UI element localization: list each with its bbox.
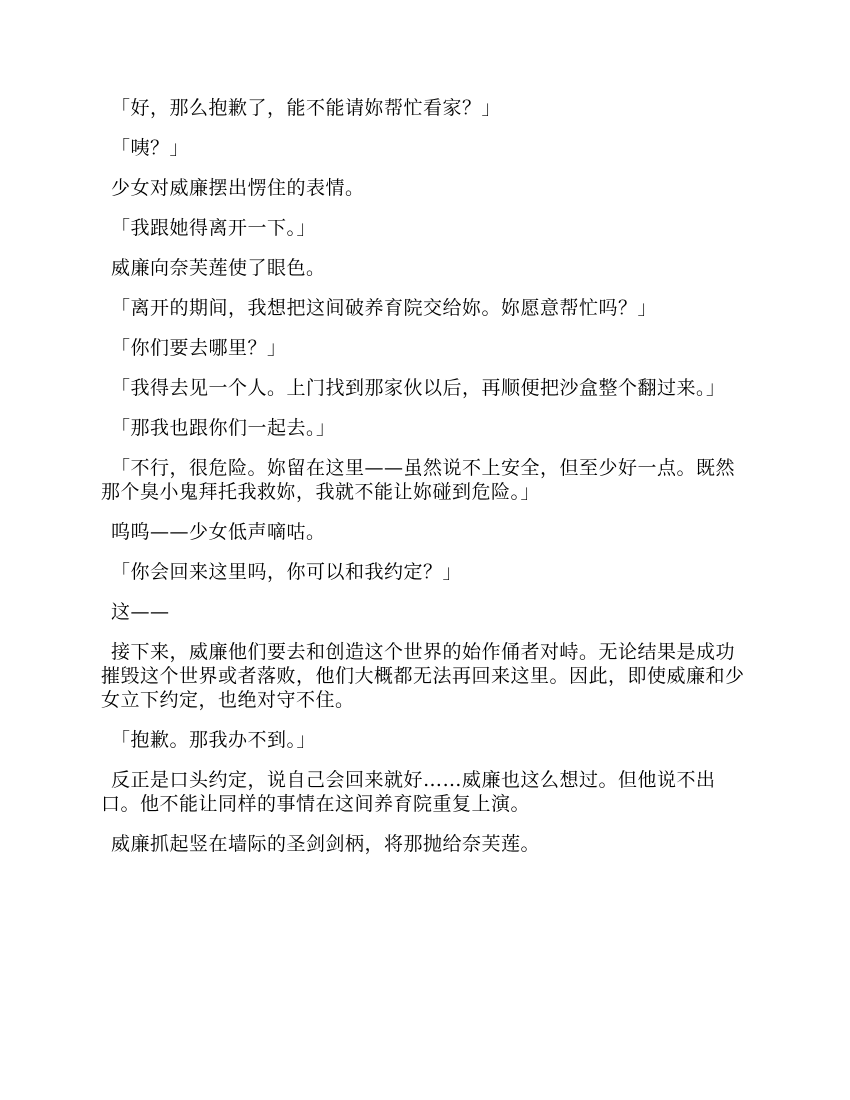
paragraph-6: 「离开的期间，我想把这间破养育院交给妳。妳愿意帮忙吗？」 (111, 297, 658, 319)
paragraph-16: 反正是口头约定，说自己会回来就好……威廉也这么想过。但他说不出口。他不能让同样的事情在这间养育院重复上演。 (101, 769, 716, 815)
paragraph-8: 「我得去见一个人。上门找到那家伙以后，再顺便把沙盒整个翻过来。」 (111, 377, 726, 399)
paragraph-9: 「那我也跟你们一起去。」 (111, 417, 336, 439)
paragraph-1: 「好，那么抱歉了，能不能请妳帮忙看家？」 (111, 97, 502, 119)
paragraph-14: 接下来，威廉他们要去和创造这个世界的始作俑者对峙。无论结果是成功摧毁这个世界或者落败，他们大概都无法再回来这里。因此，即使威廉和少女立下约定，也绝对守不住。 (101, 641, 745, 711)
paragraph-11: 呜呜——少女低声嘀咕。 (111, 521, 326, 543)
paragraph-3: 少女对威廉摆出愣住的表情。 (111, 177, 365, 199)
paragraph-15: 「抱歉。那我办不到。」 (111, 729, 317, 751)
paragraph-5: 威廉向奈芙莲使了眼色。 (111, 257, 326, 279)
paragraph-7: 「你们要去哪里？」 (111, 337, 287, 359)
paragraph-13: 这—— (111, 601, 170, 623)
paragraph-2: 「咦？」 (111, 137, 190, 159)
paragraph-12: 「你会回来这里吗，你可以和我约定？」 (111, 561, 463, 583)
paragraph-17: 威廉抓起竖在墙际的圣剑剑柄，将那抛给奈芙莲。 (111, 833, 541, 855)
paragraph-10: 「不行，很危险。妳留在这里——虽然说不上安全，但至少好一点。既然那个臭小鬼拜托我救妳，我就不能让妳碰到危险。」 (101, 457, 736, 503)
paragraph-4: 「我跟她得离开一下。」 (111, 217, 317, 239)
